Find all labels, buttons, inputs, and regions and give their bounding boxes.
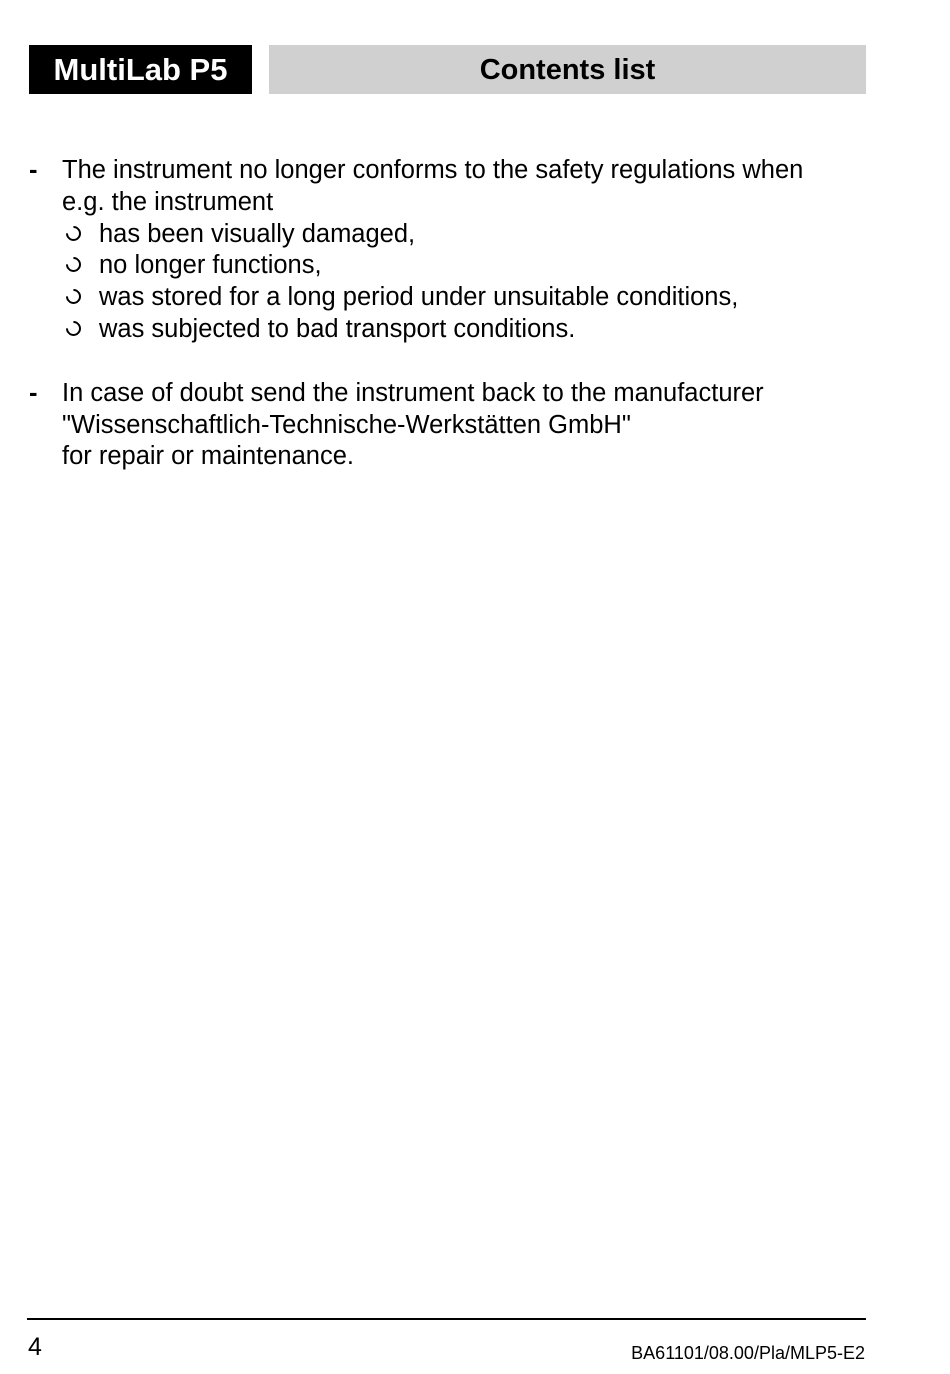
sub-list-item-text: has been visually damaged, — [99, 219, 416, 248]
main-content — [0, 155, 950, 505]
list-item — [0, 155, 950, 346]
open-circle-bullet-icon — [63, 254, 84, 275]
item-text-line: for repair or maintenance. — [62, 442, 354, 471]
sub-list-item-text: no longer functions, — [99, 251, 322, 280]
document-code: BA61101/08.00/Pla/MLP5-E2 — [631, 1343, 865, 1363]
sub-list-item — [62, 219, 862, 251]
item-text-line: "Wissenschaftlich-Technische-Werkstätten GmbH" — [62, 410, 631, 439]
dash-marker: - — [29, 378, 38, 407]
page-number: 4 — [28, 1333, 42, 1361]
open-circle-bullet-icon — [63, 286, 84, 307]
header-section-title: Contents list — [269, 45, 866, 94]
open-circle-bullet-icon — [63, 222, 84, 243]
item-text-line: In case of doubt send the instrument back to the manufacturer — [62, 378, 764, 407]
sub-list-item-text: was subjected to bad transport conditions. — [99, 314, 576, 343]
sub-list-item — [62, 250, 862, 282]
open-circle-bullet-icon — [63, 318, 84, 339]
footer-divider — [27, 1318, 866, 1320]
sub-list-item-text: was stored for a long period under unsuitable conditions, — [99, 283, 739, 312]
item-text-line: e.g. the instrument — [62, 187, 274, 216]
sub-list — [62, 219, 862, 346]
list-item — [0, 378, 950, 473]
item-text-line: The instrument no longer conforms to the safety regulations when — [62, 156, 804, 184]
sub-list-item — [62, 282, 862, 314]
header-brand: MultiLab P5 — [29, 45, 252, 94]
sub-list-item — [62, 314, 862, 346]
dash-marker: - — [29, 156, 38, 184]
